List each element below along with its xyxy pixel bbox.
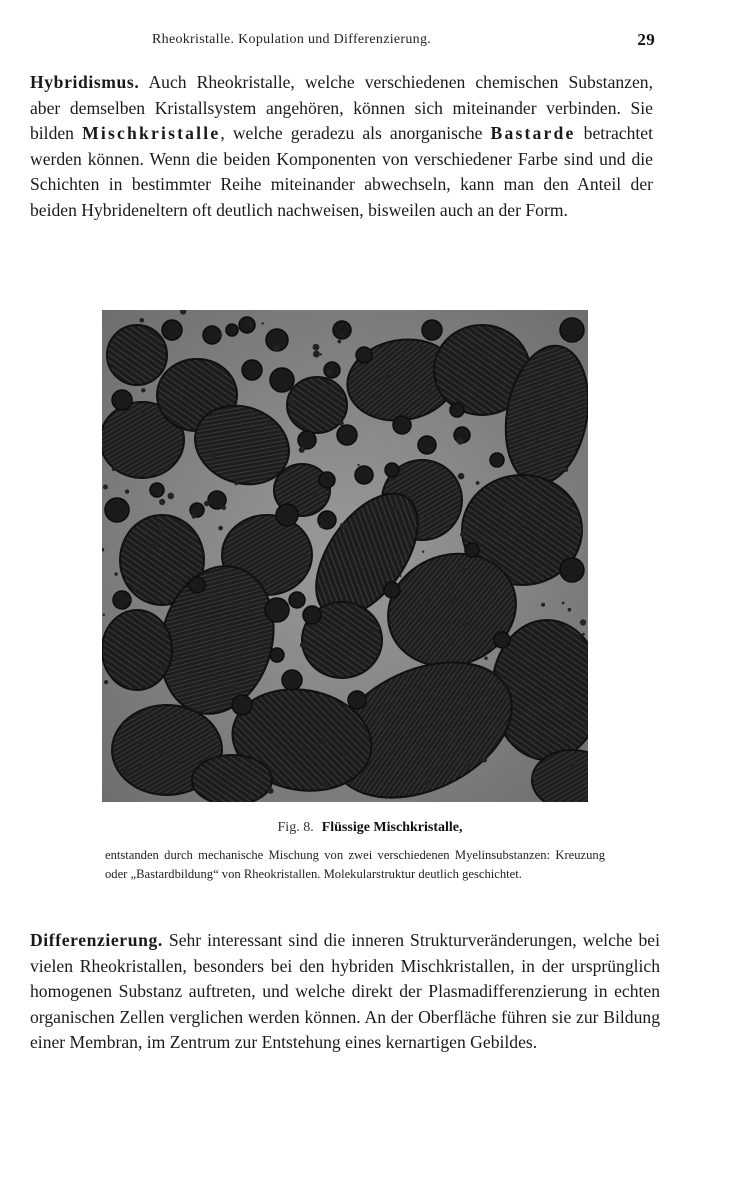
droplet-speck bbox=[397, 498, 399, 500]
droplet-small bbox=[112, 390, 132, 410]
droplet-speck bbox=[143, 412, 146, 415]
droplet-speck bbox=[540, 568, 544, 572]
droplet-small bbox=[298, 431, 316, 449]
droplet-speck bbox=[211, 453, 217, 459]
droplet-speck bbox=[209, 501, 211, 503]
droplet-speck bbox=[143, 458, 147, 462]
droplet-speck bbox=[250, 427, 255, 432]
droplet-speck bbox=[460, 532, 465, 537]
droplet-speck bbox=[140, 318, 145, 323]
droplet-speck bbox=[327, 369, 333, 375]
droplet-speck bbox=[204, 501, 209, 506]
droplet-speck bbox=[114, 572, 117, 575]
droplet-speck bbox=[138, 740, 143, 745]
figure-caption: entstanden durch mechanische Mischung von zwei verschiedenen Myelinsubstanzen: Kreuzung oder „Bastardbildung“ von Rheokristallen. Molekularstruktur deutlich geschichtet. bbox=[105, 848, 605, 881]
droplet-large bbox=[287, 377, 347, 433]
droplet-speck bbox=[569, 763, 575, 769]
droplet-speck bbox=[267, 421, 273, 427]
droplet-speck bbox=[251, 612, 253, 614]
droplet-small bbox=[560, 558, 584, 582]
droplet-speck bbox=[376, 414, 381, 419]
droplet-speck bbox=[505, 392, 507, 394]
droplet-speck bbox=[521, 526, 523, 528]
droplet-speck bbox=[321, 737, 326, 742]
droplet-speck bbox=[322, 783, 328, 789]
droplet-speck bbox=[141, 388, 145, 392]
micrograph-image bbox=[102, 310, 588, 802]
droplet-speck bbox=[325, 385, 329, 389]
droplet-speck bbox=[418, 375, 421, 378]
droplet-small bbox=[242, 360, 262, 380]
droplet-speck bbox=[319, 524, 322, 527]
droplet-speck bbox=[315, 741, 321, 747]
droplet-speck bbox=[482, 758, 487, 763]
droplet-speck bbox=[125, 489, 129, 493]
section-lead-hybridismus: Hybridismus. bbox=[30, 72, 140, 92]
droplet-small bbox=[422, 320, 442, 340]
droplet-speck bbox=[320, 353, 322, 355]
droplet-speck bbox=[177, 760, 182, 765]
droplet-speck bbox=[384, 372, 390, 378]
droplet-speck bbox=[449, 623, 452, 626]
droplet-small bbox=[560, 318, 584, 342]
droplet-speck bbox=[104, 680, 108, 684]
droplet-speck bbox=[582, 633, 585, 636]
droplet-speck bbox=[288, 398, 293, 403]
droplet-small bbox=[282, 670, 302, 690]
droplet-small bbox=[270, 368, 294, 392]
droplet-speck bbox=[466, 763, 470, 767]
droplet-speck bbox=[153, 543, 157, 547]
paragraph-hybridismus bbox=[30, 70, 653, 224]
droplet-speck bbox=[339, 585, 342, 588]
droplet-speck bbox=[564, 468, 568, 472]
page-number: 29 bbox=[637, 30, 655, 49]
droplet-speck bbox=[302, 748, 307, 753]
droplet-speck bbox=[301, 552, 307, 558]
paragraph-text: betrachtet werden können. Wenn die beiden Komponenten von verschiedener Farbe sind und die Schichten in bestimmter Reihe miteinander abwechseln, kann man den Anteil der beiden Hybrideneltern oft deutlich nachweisen, bisweilen auch an der Form. bbox=[30, 123, 653, 220]
droplet-speck bbox=[159, 499, 165, 505]
droplet-small bbox=[337, 425, 357, 445]
droplet-speck bbox=[161, 665, 167, 671]
droplet-speck bbox=[378, 759, 380, 761]
section-lead-differenzierung: Differenzierung. bbox=[30, 930, 163, 950]
droplet-speck bbox=[399, 575, 401, 577]
droplet-speck bbox=[567, 562, 569, 564]
paragraph-text: , welche geradezu als anorganische bbox=[220, 123, 491, 144]
droplet-large bbox=[102, 610, 172, 690]
droplet-speck bbox=[422, 551, 424, 553]
droplet-speck bbox=[219, 368, 223, 372]
droplet-small bbox=[450, 403, 464, 417]
droplet-speck bbox=[300, 642, 305, 647]
figure-caption-title bbox=[0, 820, 740, 836]
droplet-speck bbox=[530, 540, 533, 543]
droplet-speck bbox=[541, 603, 545, 607]
figure-title: Flüssige Mischkristalle, bbox=[321, 820, 463, 835]
droplet-speck bbox=[337, 340, 341, 344]
droplet-small bbox=[490, 453, 504, 467]
droplet-small bbox=[465, 543, 479, 557]
droplet-speck bbox=[213, 672, 217, 676]
droplet-speck bbox=[403, 351, 407, 355]
page-header bbox=[100, 30, 655, 54]
droplet-speck bbox=[407, 491, 410, 494]
droplet-speck bbox=[419, 346, 423, 350]
droplet-speck bbox=[560, 703, 564, 707]
droplet-speck bbox=[504, 724, 507, 727]
droplet-speck bbox=[141, 342, 144, 345]
droplet-speck bbox=[313, 493, 318, 498]
droplet-small bbox=[385, 463, 399, 477]
paragraph-text: Auch Rheokristalle, welche verschiedenen chemischen Substanzen, aber demselben Kristallsystem angehören, können sich miteinander verbinden. Sie bilden bbox=[30, 72, 653, 144]
droplet-small bbox=[418, 436, 436, 454]
droplet-speck bbox=[168, 493, 175, 500]
droplet-speck bbox=[568, 608, 572, 612]
droplet-small bbox=[276, 504, 298, 526]
droplet-speck bbox=[538, 360, 542, 364]
droplet-speck bbox=[340, 523, 346, 529]
droplet-speck bbox=[174, 655, 179, 660]
droplet-speck bbox=[230, 684, 236, 690]
droplet-speck bbox=[103, 485, 108, 490]
figure-number: Fig. 8. bbox=[277, 820, 314, 835]
droplet-small bbox=[203, 326, 221, 344]
droplet-small bbox=[319, 472, 335, 488]
droplet-speck bbox=[268, 788, 274, 794]
droplet-speck bbox=[421, 736, 424, 739]
droplet-small bbox=[393, 416, 411, 434]
droplet-small bbox=[303, 606, 321, 624]
droplet-speck bbox=[461, 567, 466, 572]
droplet-speck bbox=[562, 602, 565, 605]
droplet-speck bbox=[247, 322, 252, 327]
droplet-small bbox=[239, 317, 255, 333]
droplet-speck bbox=[392, 505, 398, 511]
droplet-speck bbox=[504, 396, 508, 400]
droplet-speck bbox=[299, 447, 305, 453]
droplet-speck bbox=[192, 514, 197, 519]
droplet-speck bbox=[531, 774, 535, 778]
droplet-speck bbox=[373, 548, 376, 551]
droplet-speck bbox=[465, 693, 470, 698]
droplet-large bbox=[107, 325, 167, 385]
droplet-speck bbox=[263, 581, 268, 586]
droplet-small bbox=[162, 320, 182, 340]
droplet-speck bbox=[340, 334, 343, 337]
droplet-speck bbox=[432, 657, 434, 659]
droplet-small bbox=[494, 632, 510, 648]
droplet-speck bbox=[476, 481, 480, 485]
droplet-small bbox=[355, 466, 373, 484]
droplet-speck bbox=[219, 333, 223, 337]
droplet-speck bbox=[218, 526, 223, 531]
droplet-small bbox=[265, 598, 289, 622]
droplet-small bbox=[189, 577, 205, 593]
running-title: Rheokristalle. Kopulation und Differenzierung. bbox=[152, 32, 432, 47]
droplet-speck bbox=[367, 471, 370, 474]
droplet-small bbox=[348, 691, 366, 709]
droplet-small bbox=[270, 648, 284, 662]
paragraph-differenzierung bbox=[30, 928, 660, 1056]
paragraph-text: Sehr interessant sind die inneren Strukturveränderungen, welche bei vielen Rheokristallen, besonders bei den hybriden Mischkristallen, in der ursprünglich homogenen Substanz auftreten, und welche direkt der Plasmadifferenzierung in echten organischen Zellen verglichen werden können. An der Oberfläche führen sie zur Bildung einer Membran, im Zentrum zur Entstehung eines kernartigen Gebildes. bbox=[30, 930, 660, 1053]
droplet-speck bbox=[339, 421, 344, 426]
droplet-speck bbox=[580, 619, 586, 625]
droplet-speck bbox=[274, 345, 280, 351]
droplet-speck bbox=[458, 473, 465, 480]
droplet-speck bbox=[157, 525, 164, 532]
term-mischkristalle: Mischkristalle bbox=[82, 123, 221, 144]
droplet-speck bbox=[427, 447, 430, 450]
droplet-large bbox=[192, 755, 272, 802]
droplet-speck bbox=[450, 596, 457, 603]
droplet-speck bbox=[167, 390, 169, 392]
droplet-small bbox=[356, 347, 372, 363]
droplet-small bbox=[150, 483, 164, 497]
droplet-small bbox=[113, 591, 131, 609]
term-bastarde: Bastarde bbox=[490, 123, 576, 144]
droplet-speck bbox=[112, 467, 116, 471]
droplet-speck bbox=[537, 439, 539, 441]
droplet-speck bbox=[234, 482, 238, 486]
droplet-speck bbox=[370, 629, 374, 633]
droplet-speck bbox=[463, 623, 468, 628]
droplet-speck bbox=[342, 753, 347, 758]
droplet-speck bbox=[158, 750, 163, 755]
droplet-speck bbox=[430, 391, 433, 394]
droplet-speck bbox=[532, 478, 535, 481]
droplet-speck bbox=[103, 614, 105, 616]
droplet-speck bbox=[313, 344, 320, 351]
droplet-speck bbox=[262, 322, 264, 324]
droplet-speck bbox=[457, 438, 464, 445]
droplet-speck bbox=[579, 528, 582, 531]
droplet-small bbox=[384, 582, 400, 598]
micrograph-figure bbox=[102, 310, 588, 802]
droplet-speck bbox=[222, 506, 227, 511]
droplet-speck bbox=[123, 769, 130, 776]
droplet-small bbox=[105, 498, 129, 522]
droplet-speck bbox=[425, 780, 431, 786]
droplet-speck bbox=[139, 764, 142, 767]
droplet-speck bbox=[484, 657, 487, 660]
droplet-small bbox=[226, 324, 238, 336]
droplet-speck bbox=[357, 464, 359, 466]
droplet-small bbox=[232, 695, 252, 715]
droplet-small bbox=[289, 592, 305, 608]
droplet-speck bbox=[313, 351, 320, 358]
droplet-speck bbox=[215, 639, 218, 642]
